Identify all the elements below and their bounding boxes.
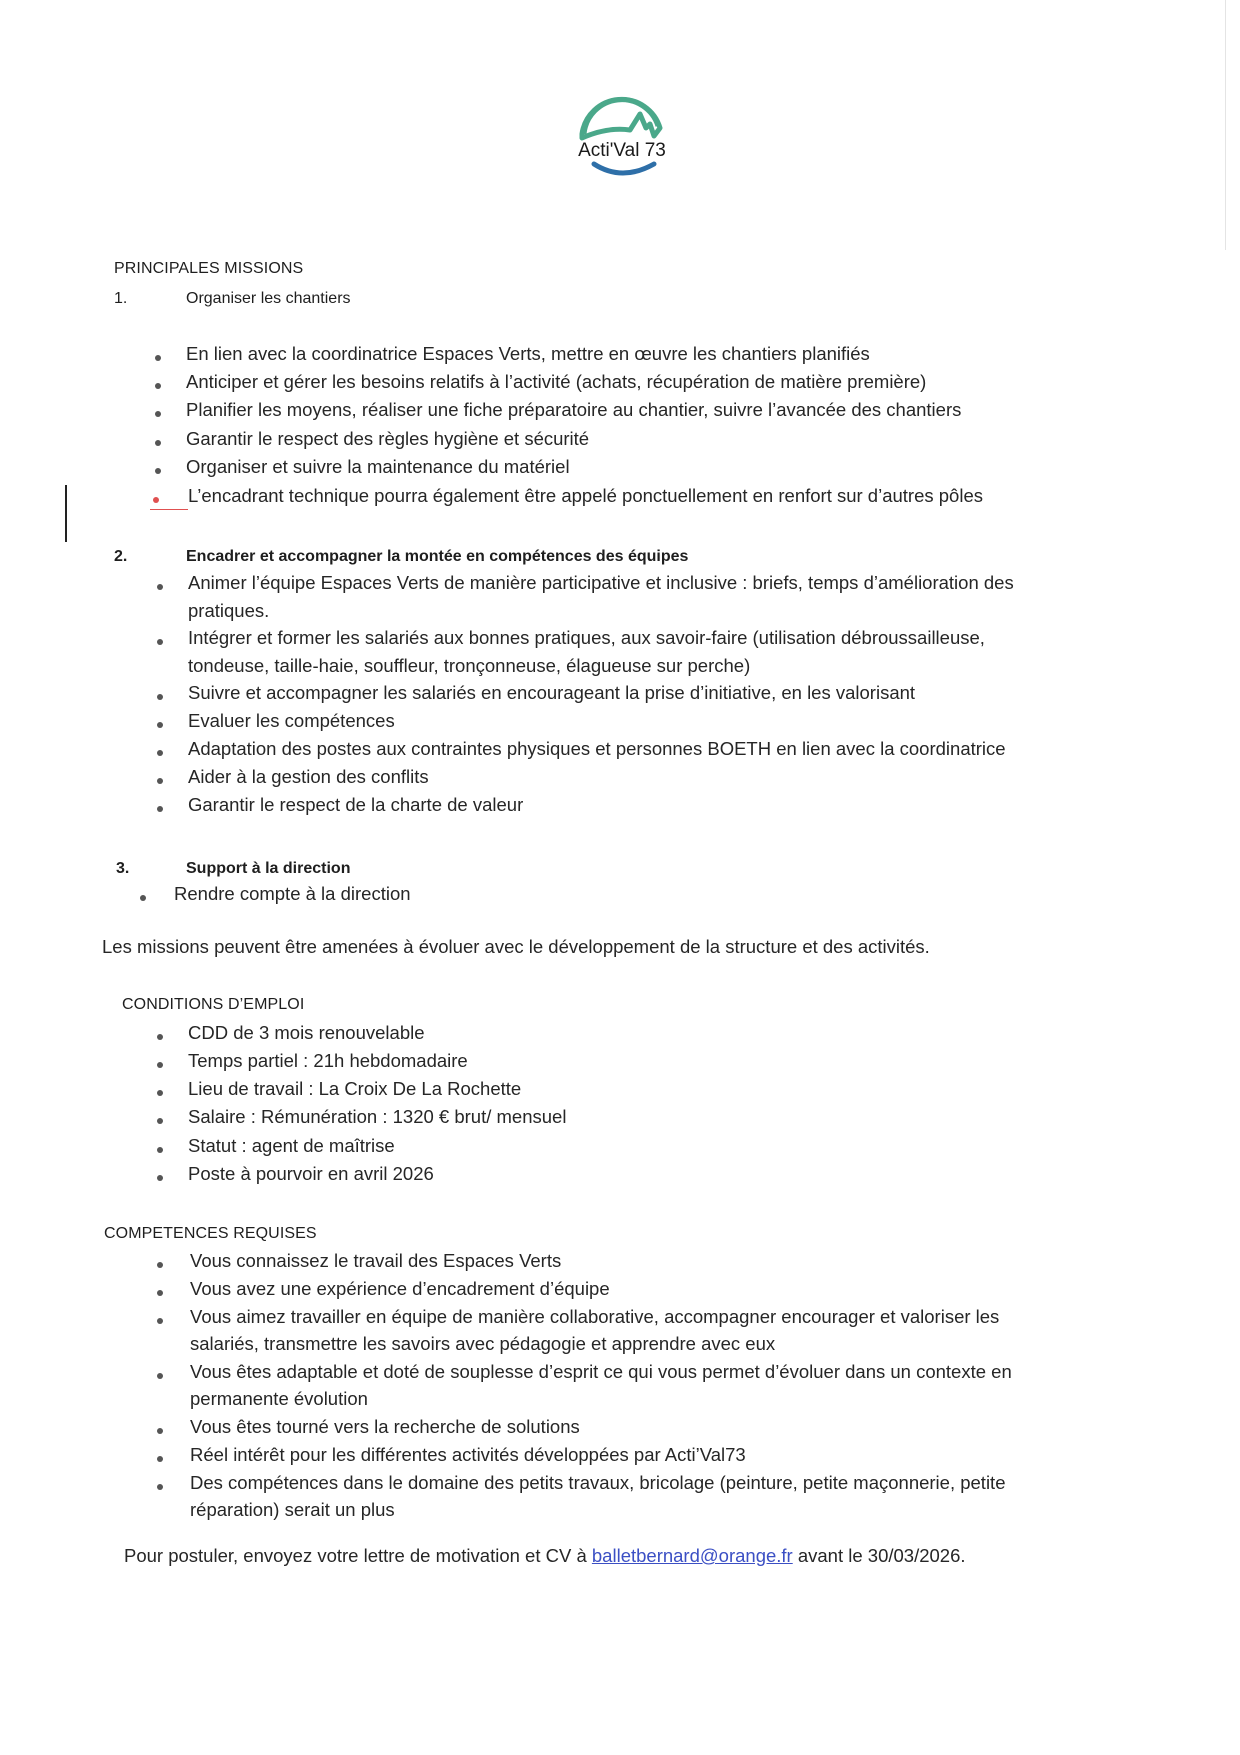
mountain-arc-icon [582, 99, 660, 138]
tracked-change-bullet-icon [153, 497, 159, 503]
bullet-icon [157, 806, 163, 812]
bullet-icon [155, 383, 161, 389]
conditions-title: CONDITIONS D’EMPLOI [122, 996, 305, 1013]
bullet-icon [157, 1034, 163, 1040]
list-item: Garantir le respect de la charte de valeur [188, 794, 524, 815]
bullet-icon [155, 411, 161, 417]
bullet-icon [155, 468, 161, 474]
bullet-icon [155, 440, 161, 446]
bullet-icon [157, 1062, 163, 1068]
list-item-continuation: salariés, transmettre les savoirs avec pédagogie et apprendre avec eux [190, 1333, 776, 1354]
section-2-number: 2. [114, 548, 128, 565]
bullet-icon [157, 639, 163, 645]
bullet-icon [157, 778, 163, 784]
bullet-icon [157, 584, 163, 590]
missions-title: PRINCIPALES MISSIONS [114, 260, 304, 277]
competences-title: COMPETENCES REQUISES [104, 1225, 317, 1242]
list-item: Adaptation des postes aux contraintes physiques et personnes BOETH en lien avec la coordinatrice [188, 738, 1006, 759]
bullet-icon [157, 1090, 163, 1096]
bullet-icon [157, 1428, 163, 1434]
list-item: Evaluer les compétences [188, 710, 395, 731]
list-item: Organiser et suivre la maintenance du matériel [186, 456, 570, 477]
list-item: Des compétences dans le domaine des petits travaux, bricolage (peinture, petite maçonnerie, petite [190, 1472, 1006, 1493]
bullet-icon [140, 895, 146, 901]
bullet-icon [157, 1262, 163, 1268]
list-item: Vous avez une expérience d’encadrement d’équipe [190, 1278, 610, 1299]
section-1-number: 1. [114, 290, 128, 307]
apply-instructions [124, 1545, 966, 1567]
list-item: Vous aimez travailler en équipe de manière collaborative, accompagner encourager et valoriser les [190, 1306, 1000, 1327]
list-item: Statut : agent de maîtrise [188, 1135, 395, 1156]
list-item: Rendre compte à la direction [174, 883, 411, 904]
list-item: Planifier les moyens, réaliser une fiche préparatoire au chantier, suivre l’avancée des chantiers [186, 399, 962, 420]
bullet-icon [157, 1318, 163, 1324]
list-item: Lieu de travail : La Croix De La Rochette [188, 1078, 522, 1099]
wave-arc-icon [594, 164, 654, 173]
logo-text: Acti'Val 73 [578, 140, 666, 161]
bullet-icon [157, 750, 163, 756]
bullet-icon [157, 1175, 163, 1181]
list-item: Vous êtes tourné vers la recherche de solutions [190, 1416, 580, 1437]
list-item: Vous êtes adaptable et doté de souplesse d’esprit ce qui vous permet d’évoluer dans un contexte en [190, 1361, 1012, 1382]
bullet-icon [157, 694, 163, 700]
revision-change-bar [65, 485, 67, 542]
bullet-icon [157, 722, 163, 728]
missions-note: Les missions peuvent être amenées à évoluer avec le développement de la structure et des activités. [102, 936, 930, 957]
list-item-continuation: pratiques. [188, 600, 270, 621]
list-item: L’encadrant technique pourra également être appelé ponctuellement en renfort sur d’autres pôles [188, 485, 983, 506]
list-item: Vous connaissez le travail des Espaces Verts [190, 1250, 562, 1271]
bullet-icon [157, 1456, 163, 1462]
list-item: Temps partiel : 21h hebdomadaire [188, 1050, 468, 1071]
bullet-icon [157, 1373, 163, 1379]
tracked-change-underline [150, 509, 188, 510]
bullet-icon [157, 1484, 163, 1490]
list-item: Animer l’équipe Espaces Verts de manière participative et inclusive : briefs, temps d’amélioration des [188, 572, 1014, 593]
bullet-icon [155, 355, 161, 361]
logo-graphic [566, 84, 676, 184]
list-item: Suivre et accompagner les salariés en encourageant la prise d’initiative, en les valorisant [188, 682, 916, 703]
list-item: CDD de 3 mois renouvelable [188, 1022, 425, 1043]
list-item: Anticiper et gérer les besoins relatifs à l’activité (achats, récupération de matière première) [186, 371, 927, 392]
bullet-icon [157, 1118, 163, 1124]
actival73-logo [566, 84, 676, 184]
list-item: Poste à pourvoir en avril 2026 [188, 1163, 434, 1184]
scan-edge-line [1225, 0, 1226, 250]
bullet-icon [157, 1290, 163, 1296]
apply-prefix: Pour postuler, envoyez votre lettre de motivation et CV à [124, 1545, 592, 1566]
list-item-continuation: tondeuse, taille-haie, souffleur, tronçonneuse, élagueuse sur perche) [188, 655, 751, 676]
email-link[interactable]: balletbernard@orange.fr [591, 1545, 793, 1566]
list-item: Salaire : Rémunération : 1320 € brut/ mensuel [188, 1106, 567, 1127]
section-3-number: 3. [116, 860, 130, 877]
apply-suffix: avant le 30/03/2026. [792, 1545, 966, 1566]
list-item: Réel intérêt pour les différentes activités développées par Acti’Val73 [190, 1444, 746, 1465]
list-item-continuation: permanente évolution [190, 1388, 368, 1409]
section-1-title: Organiser les chantiers [186, 290, 351, 307]
section-3-title: Support à la direction [186, 860, 351, 877]
list-item-continuation: réparation) serait un plus [190, 1499, 395, 1520]
list-item: En lien avec la coordinatrice Espaces Verts, mettre en œuvre les chantiers planifiés [186, 343, 870, 364]
list-item: Intégrer et former les salariés aux bonnes pratiques, aux savoir-faire (utilisation débroussailleuse, [188, 627, 985, 648]
list-item: Aider à la gestion des conflits [188, 766, 429, 787]
section-2-title: Encadrer et accompagner la montée en compétences des équipes [186, 548, 689, 565]
bullet-icon [157, 1147, 163, 1153]
list-item: Garantir le respect des règles hygiène et sécurité [186, 428, 590, 449]
